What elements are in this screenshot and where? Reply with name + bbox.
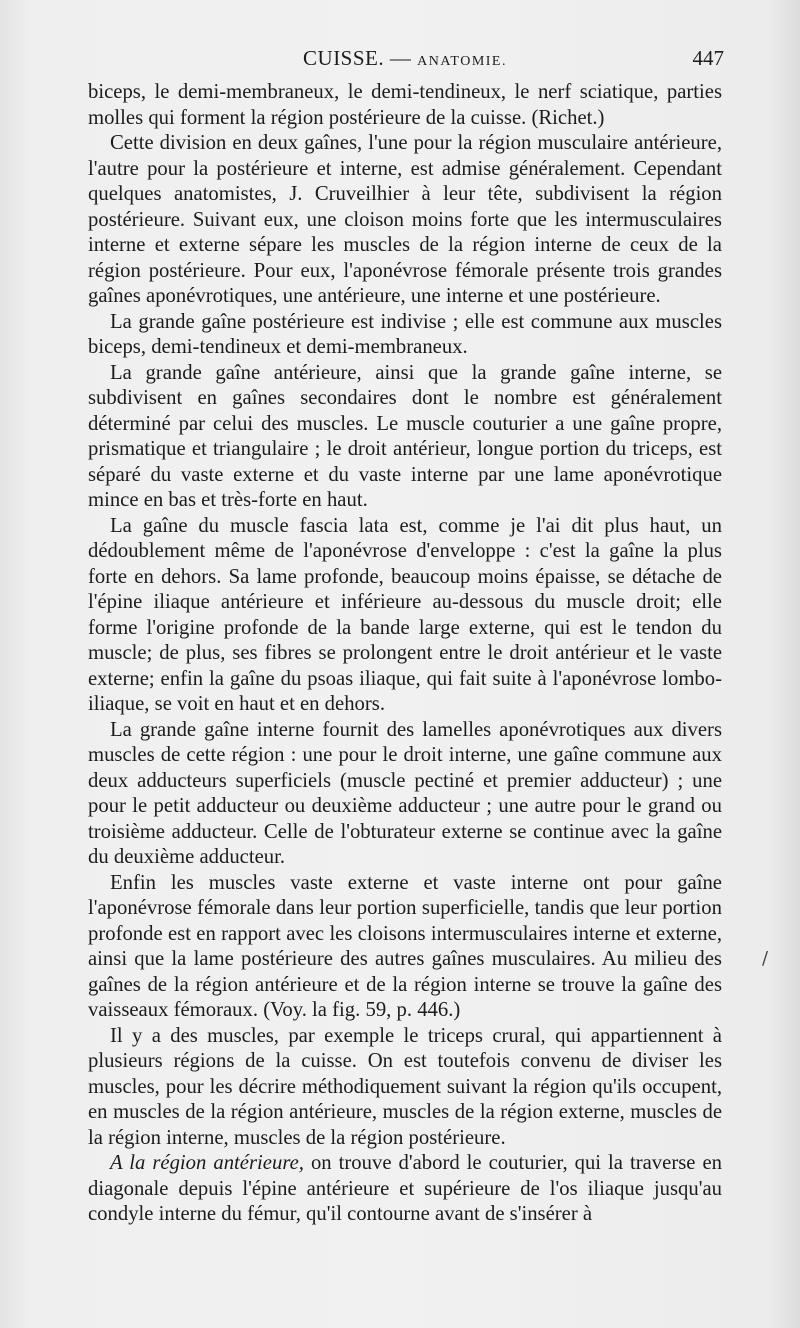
- running-title-main: CUISSE.: [303, 46, 385, 70]
- running-title: [86, 46, 724, 71]
- paragraph: La grande gaîne antérieure, ainsi que la grande gaîne interne, se subdivisent en gaînes secondaires dont le nombre est généralement déterminé par celui des muscles. Le muscle couturier a une gaîne propre, prismatique et triangulaire ; le droit antérieur, longue portion du triceps, est séparé du vaste externe et du vaste interne par une lame aponévrotique mince en bas et très-forte en haut.: [88, 361, 722, 511]
- paragraph: Enfin les muscles vaste externe et vaste interne ont pour gaîne l'aponévrose fémorale dans leur portion superficielle, tandis que leur portion profonde est en rapport avec les cloisons intermusculaires interne et externe, ainsi que la lame postérieure des autres gaînes musculaires. Au milieu des gaînes de la région antérieure et de la région interne se trouve la gaîne des vaisseaux fémoraux. (Voy. la fig. 59, p. 446.): [88, 871, 722, 1021]
- paragraph-rest: on trouve d'abord le couturier, qui la traverse en diagonale depuis l'épine antérieure et supérieure de l'os iliaque jusqu'au condyle interne du fémur, qu'il contourne avant de s'insérer à: [88, 1152, 722, 1225]
- paragraph: La gaîne du muscle fascia lata est, comme je l'ai dit plus haut, un dédoublement même de l'aponévrose d'enveloppe : c'est la gaîne la plus forte en dehors. Sa lame profonde, beaucoup moins épaisse, se détache de l'épine iliaque antérieure et inférieure au-dessous du muscle droit; elle forme l'origine profonde de la bande large externe, qui est le tendon du muscle; de plus, ses fibres se prolongent entre le droit antérieur et le vaste externe; enfin la gaîne du psoas iliaque, qui fait suite à l'aponévrose lombo-iliaque, se voit en haut et en dehors.: [88, 514, 722, 715]
- running-title-dash: —: [384, 46, 418, 70]
- running-title-sub: ANATOMIE.: [417, 54, 507, 69]
- page-header: [86, 44, 724, 78]
- body-text: [88, 80, 722, 1228]
- italic-lead: A la région antérieure,: [110, 1152, 304, 1174]
- paragraph-continuation: biceps, le demi-membraneux, le demi-tendineux, le nerf sciatique, parties molles qui forment la région postérieure de la cuisse. (Richet.): [88, 81, 722, 129]
- page-number: 447: [692, 46, 724, 70]
- paragraph: Il y a des muscles, par exemple le triceps crural, qui appartiennent à plusieurs régions de la cuisse. On est toutefois convenu de diviser les muscles, pour les décrire méthodiquement suivant la région qu'ils occupent, en muscles de la région antérieure, muscles de la région externe, muscles de la région interne, muscles de la région postérieure.: [88, 1024, 722, 1149]
- paragraph: La grande gaîne postérieure est indivise ; elle est commune aux muscles biceps, demi-tendineux et demi-membraneux.: [88, 310, 722, 358]
- paragraph: Cette division en deux gaînes, l'une pour la région musculaire antérieure, l'autre pour la postérieure et interne, est admise généralement. Cependant quelques anatomistes, J. Cruveilhier à leur tête, subdivisent la région postérieure. Suivant eux, une cloison moins forte que les intermusculaires interne et externe sépare les muscles de la région interne de ceux de la région postérieure. Pour eux, l'aponévrose fémorale présente trois grandes gaînes aponévrotiques, une antérieure, une interne et une postérieure.: [88, 132, 722, 307]
- paragraph-last: [88, 1151, 722, 1228]
- margin-mark: /: [762, 948, 769, 969]
- paragraph: La grande gaîne interne fournit des lamelles aponévrotiques aux divers muscles de cette région : une pour le droit interne, une gaîne commune aux deux adducteurs superficiels (muscle pectiné et premier adducteur) ; une pour le petit adducteur ou deuxième adducteur ; une autre pour le grand ou troisième adducteur. Celle de l'obturateur externe se continue avec la gaîne du deuxième adducteur.: [88, 718, 722, 868]
